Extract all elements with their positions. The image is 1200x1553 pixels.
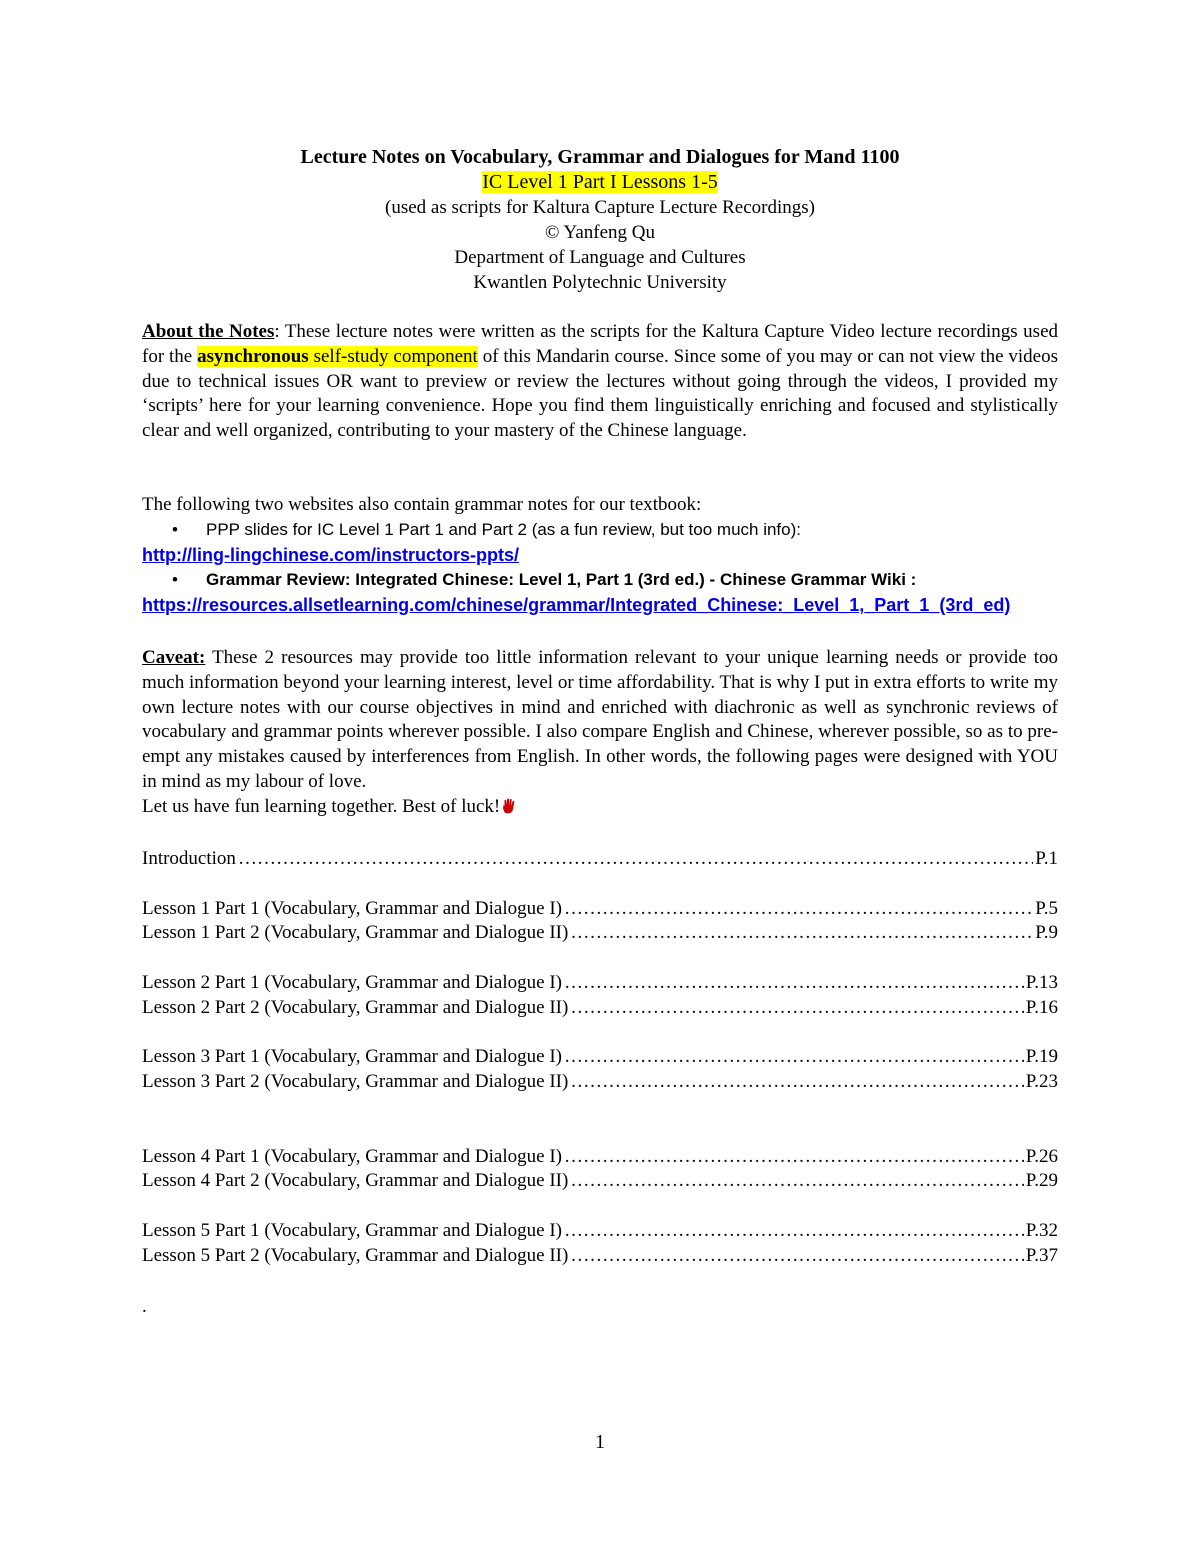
toc-entry-lesson-1-part-2[interactable]: Lesson 1 Part 2 (Vocabulary, Grammar and Dialogue II) …………………………………………………………………………………………………………………………………………………………………………… P.9: [142, 921, 1058, 946]
toc-entry-lesson-3-part-2[interactable]: Lesson 3 Part 2 (Vocabulary, Grammar and Dialogue II) …………………………………………………………………………………………………………………………………………………………………………… P.23: [142, 1070, 1058, 1095]
toc-entry-lesson-2-part-2[interactable]: Lesson 2 Part 2 (Vocabulary, Grammar and Dialogue II) …………………………………………………………………………………………………………………………………………………………………………… P.16: [142, 996, 1058, 1021]
table-of-contents: [142, 847, 1058, 1269]
bullet-item-2: [142, 568, 1058, 593]
bullet-item-1: [142, 518, 1058, 543]
bullet-icon: •: [172, 570, 178, 590]
caveat-closing: Let us have fun learning together. Best of luck!: [142, 795, 501, 817]
department-line: Department of Language and Cultures: [454, 247, 746, 268]
about-paragraph: [142, 320, 1058, 444]
usage-note: (used as scripts for Kaltura Capture Lecture Recordings): [385, 197, 815, 218]
about-heading: About the Notes: [142, 321, 275, 342]
toc-entry-lesson-4-part-2[interactable]: Lesson 4 Part 2 (Vocabulary, Grammar and Dialogue II) …………………………………………………………………………………………………………………………………………………………………………… P.29: [142, 1169, 1058, 1194]
document-subtitle: IC Level 1 Part I Lessons 1-5: [482, 171, 718, 193]
toc-entry-introduction[interactable]: Introduction …………………………………………………………………………………………………………………………………………………………………………… P.1: [142, 847, 1058, 872]
bullet-icon: •: [172, 519, 178, 539]
caveat-heading: Caveat:: [142, 647, 206, 668]
toc-entry-lesson-3-part-1[interactable]: Lesson 3 Part 1 (Vocabulary, Grammar and Dialogue I) …………………………………………………………………………………………………………………………………………………………………………… P.19: [142, 1045, 1058, 1070]
websites-section: [142, 493, 1058, 619]
raised-hand-icon: [500, 797, 518, 815]
highlight-bold: asynchronous: [197, 345, 309, 367]
about-text-1: : These lecture notes were written as the scripts for the Kaltura Capture Video lecture recordings used for the: [142, 321, 1058, 367]
document-title: Lecture Notes on Vocabulary, Grammar and Dialogues for Mand 1100: [300, 146, 900, 168]
about-text-2: of this Mandarin course. Since some of you may or can not view the videos due to technical issues OR want to preview or review the lectures without going through the videos, I provided my ‘scripts’ here for your learning convenience. Hope you find them linguistically enriching and focused and stylistically clear and well organized, contributing to your mastery of the Chinese language.: [142, 345, 1059, 442]
caveat-paragraph: [142, 646, 1058, 820]
toc-entry-lesson-1-part-1[interactable]: Lesson 1 Part 1 (Vocabulary, Grammar and Dialogue I) …………………………………………………………………………………………………………………………………………………………………………… P.5: [142, 897, 1058, 922]
highlighted-phrase: [197, 346, 478, 367]
toc-entry-lesson-2-part-1[interactable]: Lesson 2 Part 1 (Vocabulary, Grammar and Dialogue I) …………………………………………………………………………………………………………………………………………………………………………… P.13: [142, 971, 1058, 996]
websites-intro: The following two websites also contain grammar notes for our textbook:: [142, 494, 702, 515]
highlight-rest: self-study component: [308, 345, 478, 367]
caveat-text: These 2 resources may provide too little information relevant to your unique learning needs or provide too much information beyond your learning interest, level or time affordability. That is why I put in extra efforts to write my own lecture notes with our course objectives in mind and enriched with diachronic as well as synchronic reviews of vocabulary and grammar points wherever possible. I also compare English and Chinese, wherever possible, so as to pre-empt any mistakes caused by interferences from English. In other words, the following pages were designed with YOU in mind as my labour of love.: [142, 647, 1058, 792]
toc-entry-lesson-5-part-1[interactable]: Lesson 5 Part 1 (Vocabulary, Grammar and Dialogue I) …………………………………………………………………………………………………………………………………………………………………………… P.32: [142, 1219, 1058, 1244]
university-line: Kwantlen Polytechnic University: [473, 272, 727, 293]
page-number: 1: [595, 1431, 605, 1453]
bullet-2-text: Grammar Review: Integrated Chinese: Level 1, Part 1 (3rd ed.) - Chinese Grammar Wiki :: [206, 570, 917, 590]
bullet-1-text: PPP slides for IC Level 1 Part 1 and Part 2 (as a fun review, but too much info):: [206, 519, 801, 539]
title-block: [0, 144, 1200, 295]
link-ling-lingchinese[interactable]: http://ling-lingchinese.com/instructors-ppts/: [142, 544, 520, 565]
toc-entry-lesson-5-part-2[interactable]: Lesson 5 Part 2 (Vocabulary, Grammar and Dialogue II) …………………………………………………………………………………………………………………………………………………………………………… P.37: [142, 1244, 1058, 1269]
author-line: © Yanfeng Qu: [545, 222, 655, 243]
stray-period: .: [142, 1296, 147, 1317]
link-allsetlearning[interactable]: https://resources.allsetlearning.com/chinese/grammar/Integrated_Chinese:_Level_1,_Part_1_(3rd_ed): [142, 595, 1011, 616]
toc-entry-lesson-4-part-1[interactable]: Lesson 4 Part 1 (Vocabulary, Grammar and Dialogue I) …………………………………………………………………………………………………………………………………………………………………………… P.26: [142, 1145, 1058, 1170]
